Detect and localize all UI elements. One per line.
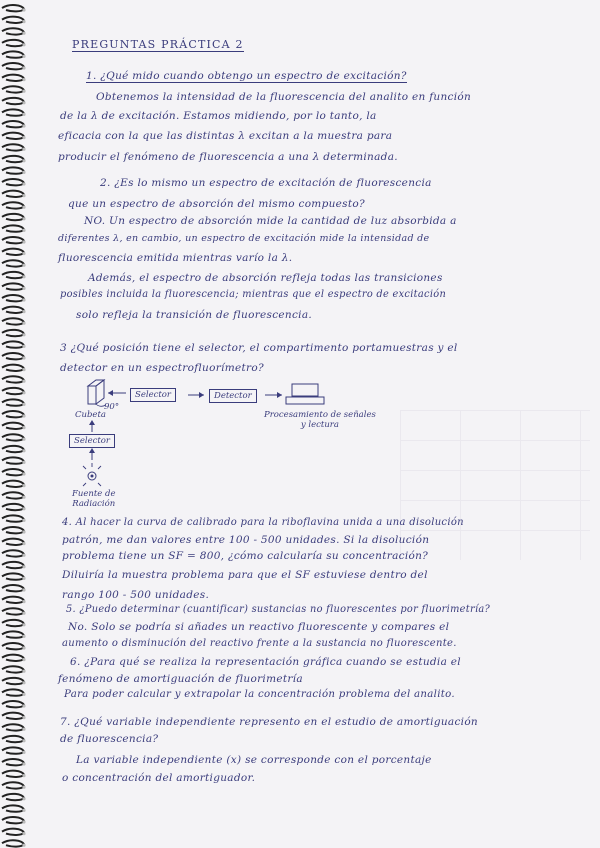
q1-question: 1. ¿Qué mido cuando obtengo un espectro de excitación? [86, 70, 407, 82]
q4-answer-line: rango 100 - 500 unidades. [62, 589, 210, 601]
angle-label: 90° [104, 402, 120, 412]
q2-question: 2. ¿Es lo mismo un espectro de excitación de fluorescencia [100, 177, 432, 189]
q4-question: patrón, me dan valores entre 100 - 500 unidades. Si la disolución [62, 534, 430, 546]
q2-answer-line: NO. Un espectro de absorción mide la cantidad de luz absorbida a [84, 215, 457, 227]
q1-answer-line: de la λ de excitación. Estamos midiendo, por lo tanto, la [60, 110, 377, 122]
q6-question: fenómeno de amortiguación de fluorimetría [58, 673, 303, 685]
selector-bottom-box: Selector [69, 434, 115, 448]
q2-answer-line: diferentes λ, en cambio, un espectro de excitación mide la intensidad de [58, 233, 430, 244]
q6-answer-line: Para poder calcular y extrapolar la concentración problema del analito. [64, 689, 455, 700]
cubeta-label: Cubeta [75, 410, 106, 420]
q2-question: que un espectro de absorción del mismo compuesto? [68, 198, 365, 210]
q4-answer-line: Diluiría la muestra problema para que el SF estuviese dentro del [62, 569, 428, 581]
q2-answer-line: solo refleja la transición de fluorescencia. [76, 309, 313, 321]
q7-question: de fluorescencia? [60, 733, 159, 745]
q5-answer-line: aumento o disminución del reactivo frente a la sustancia no fluorescente. [62, 638, 457, 649]
q7-question: 7. ¿Qué variable independiente represento en el estudio de amortiguación [60, 716, 478, 728]
q7-answer-line: La variable independiente (x) se corresponde con el porcentaje [76, 754, 432, 766]
q2-answer-line: posibles incluida la fluorescencia; mientras que el espectro de excitación [60, 289, 447, 300]
q7-answer-line: o concentración del amortiguador. [62, 772, 256, 784]
q1-answer-line: Obtenemos la intensidad de la fluorescencia del analito en función [96, 91, 472, 103]
procesamiento-label: Procesamiento de señales y lectura [264, 410, 376, 430]
q1-answer-line: eficacia con la que las distintas λ excitan a la muestra para [58, 130, 393, 142]
page-title: PREGUNTAS PRÁCTICA 2 [72, 38, 244, 51]
q1-answer-line: producir el fenómeno de fluorescencia a una λ determinada. [58, 151, 398, 163]
q4-question: 4. Al hacer la curva de calibrado para la riboflavina unida a una disolución [62, 517, 464, 528]
q5-answer-line: No. Solo se podría si añades un reactivo fluorescente y compares el [68, 621, 450, 633]
q2-answer-line: Además, el espectro de absorción refleja todas las transiciones [88, 272, 443, 284]
q2-answer-line: fluorescencia emitida mientras varío la λ. [58, 252, 293, 264]
q6-question: 6. ¿Para qué se realiza la representación gráfica cuando se estudia el [70, 656, 461, 668]
q5-question: 5. ¿Puedo determinar (cuantificar) sustancias no fluorescentes por fluorimetría? [66, 604, 491, 615]
selector-top-box: Selector [130, 388, 176, 402]
q4-question: problema tiene un SF = 800, ¿cómo calcularía su concentración? [62, 550, 429, 562]
detector-box: Detector [209, 389, 257, 403]
fuente-label: Fuente de Radiación [72, 489, 116, 509]
q3-question: detector en un espectrofluorímetro? [60, 362, 264, 374]
q3-question: 3 ¿Qué posición tiene el selector, el compartimento portamuestras y el [60, 342, 458, 354]
